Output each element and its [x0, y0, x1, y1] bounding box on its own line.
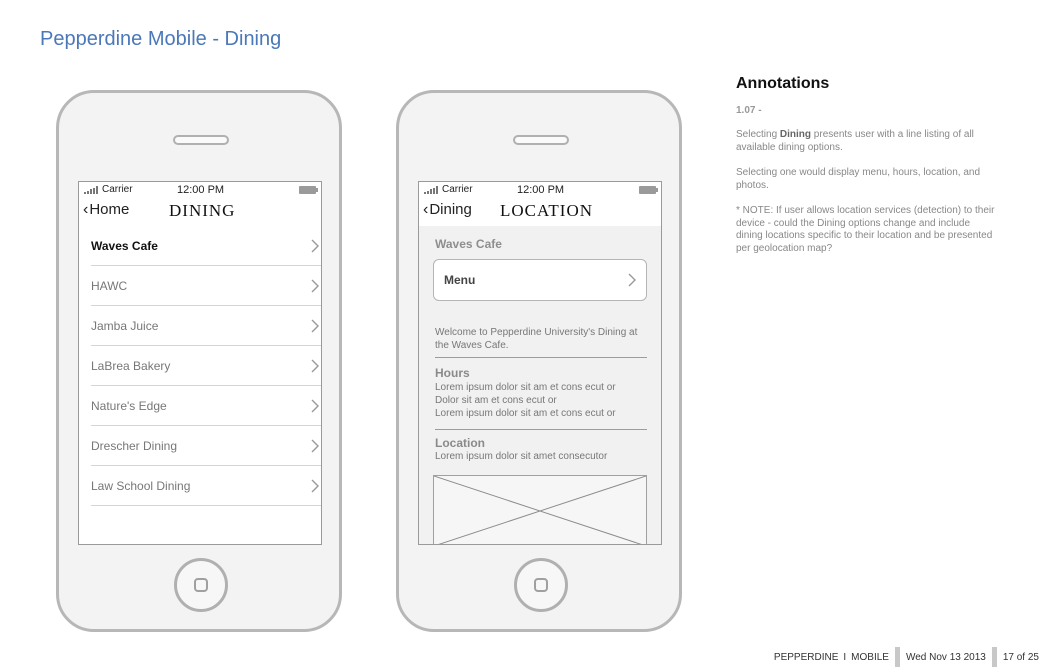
status-bar [419, 182, 661, 198]
battery-icon [639, 186, 656, 194]
speaker-icon [513, 135, 569, 145]
annotation-paragraph [736, 129, 996, 154]
chevron-right-icon [309, 359, 321, 373]
back-button[interactable] [83, 201, 129, 219]
list-item[interactable] [91, 386, 322, 426]
nav-bar [419, 199, 661, 225]
list-item-label: LaBrea Bakery [91, 358, 171, 373]
page-title: Pepperdine Mobile - Dining [40, 28, 282, 50]
hours-line: Dolor sit am et cons ecut or [435, 395, 557, 406]
status-bar [79, 182, 321, 198]
footer-date: Wed Nov 13 2013 [905, 651, 986, 663]
chevron-right-icon [309, 399, 321, 413]
divider [435, 429, 647, 430]
location-title: Waves Cafe [435, 237, 502, 251]
list-item[interactable] [91, 466, 322, 506]
list-item[interactable] [91, 266, 322, 306]
annotations-panel [736, 75, 996, 255]
list-item-label: Jamba Juice [91, 318, 159, 333]
chevron-right-icon [309, 239, 321, 253]
phone-screen [418, 181, 662, 545]
footer-separator: I [843, 651, 847, 663]
nav-bar [79, 199, 321, 225]
map-placeholder-icon[interactable] [433, 475, 647, 545]
annotation-paragraph: Selecting one would display menu, hours, location, and photos. [736, 167, 981, 191]
hours-heading: Hours [435, 366, 470, 380]
phone-mockup-location [396, 90, 682, 632]
chevron-right-icon [309, 479, 321, 493]
chevron-right-icon [309, 319, 321, 333]
home-button-icon[interactable] [514, 558, 568, 612]
annotation-note: * NOTE: If user allows location services (detection) to their device - could the Dining options change and include dining locations specific to their location and be presented per geolocation map? [736, 205, 995, 254]
welcome-text: Welcome to Pepperdine University's Dining at the Waves Cafe. [435, 327, 638, 351]
menu-button[interactable] [433, 259, 647, 301]
nav-title: DINING [169, 201, 236, 220]
dining-list [91, 226, 322, 506]
list-item-label: Nature's Edge [91, 398, 167, 413]
list-item[interactable] [91, 346, 322, 386]
home-button-icon[interactable] [174, 558, 228, 612]
battery-icon [299, 186, 316, 194]
chevron-right-icon [309, 439, 321, 453]
footer-brand: PEPPERDINE [773, 651, 839, 663]
nav-title: LOCATION [500, 201, 593, 220]
back-chevron-icon: ‹ [423, 201, 429, 218]
list-item[interactable] [91, 306, 322, 346]
back-label: Dining [429, 201, 472, 218]
footer-divider [992, 647, 997, 667]
chevron-right-icon [309, 279, 321, 293]
annotations-heading: Annotations [736, 75, 830, 92]
status-time: 12:00 PM [177, 184, 225, 196]
annotation-text: presents user with a line listing of all available dining options. [736, 129, 974, 153]
signal-icon [84, 186, 100, 194]
location-heading: Location [435, 436, 485, 450]
footer-page-number: 17 of 25 [1002, 651, 1039, 663]
phone-mockup-dining [56, 90, 342, 632]
hours-line: Lorem ipsum dolor sit am et cons ecut or [435, 408, 616, 419]
speaker-icon [173, 135, 229, 145]
location-text: Lorem ipsum dolor sit amet consecutor [435, 451, 608, 462]
hours-line: Lorem ipsum dolor sit am et cons ecut or [435, 382, 616, 393]
list-item[interactable] [91, 426, 322, 466]
status-time: 12:00 PM [517, 184, 565, 196]
footer-divider [895, 647, 900, 667]
annotation-id: 1.07 - [736, 105, 762, 116]
menu-label: Menu [444, 273, 476, 287]
phone-screen [78, 181, 322, 545]
annotation-text: Selecting [736, 129, 780, 140]
list-item-label: HAWC [91, 278, 128, 293]
footer-section: MOBILE [851, 651, 889, 663]
annotation-bold: Dining [779, 129, 812, 140]
chevron-right-icon [626, 273, 638, 287]
footer [774, 647, 1053, 667]
hours-text [435, 381, 649, 420]
back-chevron-icon: ‹ [83, 201, 89, 218]
carrier-label: Carrier [102, 184, 133, 195]
list-item[interactable] [91, 226, 322, 266]
signal-icon [424, 186, 440, 194]
list-item-label: Drescher Dining [91, 438, 178, 453]
location-content [419, 226, 661, 544]
list-item-label: Waves Cafe [91, 238, 158, 253]
back-label: Home [89, 201, 130, 218]
back-button[interactable] [423, 201, 472, 219]
list-item-label: Law School Dining [91, 478, 191, 493]
divider [435, 357, 647, 358]
carrier-label: Carrier [442, 184, 473, 195]
